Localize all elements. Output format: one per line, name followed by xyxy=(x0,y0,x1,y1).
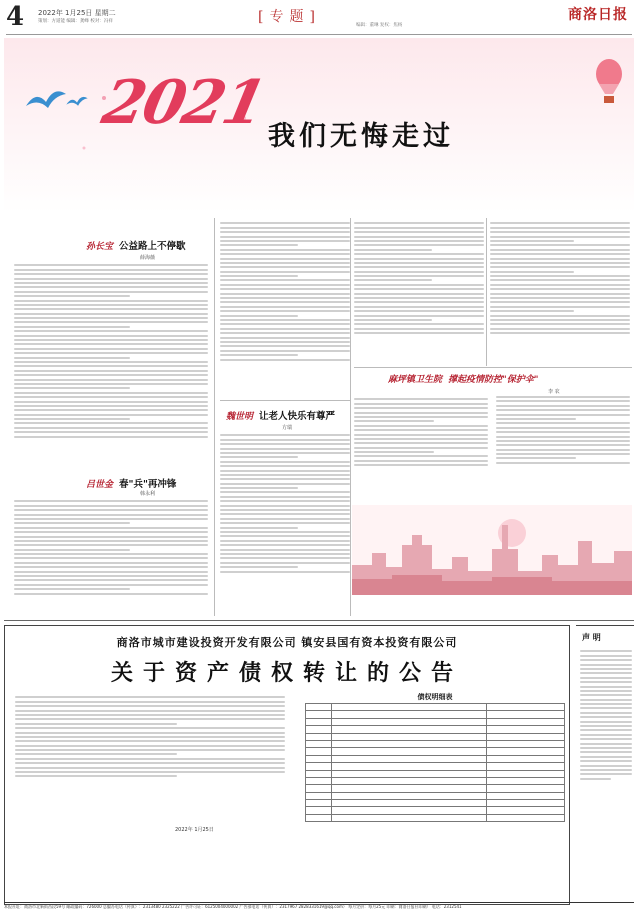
section-divider xyxy=(220,400,350,401)
footer-imprint: 本报社址：商洛市北新街西段59号 邮政编码：726000 总编办电话（传真）：2313480 2325222 广告许可证：6125004000002 广告部电话（传真）：2317967 2828331619@qq.com） 每月定价：每月25元 印刷：商洛日报社印刷厂 电话：2312541 xyxy=(4,904,462,909)
column-divider xyxy=(214,218,215,616)
article-title: 公益路上不停歇 xyxy=(119,241,186,252)
table-row xyxy=(306,740,565,747)
banner-year: 2021 xyxy=(96,68,271,138)
article-heading xyxy=(86,238,186,252)
article-heading xyxy=(388,372,538,385)
table-row xyxy=(306,763,565,770)
table-row xyxy=(306,800,565,807)
table-row xyxy=(306,748,565,755)
article-body xyxy=(14,498,208,616)
masthead-rule xyxy=(6,34,632,35)
article-byline: 韩永利 xyxy=(140,491,156,497)
page-editors-right: 编辑：董琳 复权：焦杨 xyxy=(356,23,403,28)
article-body xyxy=(490,220,630,365)
column-divider xyxy=(486,218,487,366)
article-title: 让老人快乐有尊严 xyxy=(259,411,336,422)
table-title: 债权明细表 xyxy=(417,693,453,701)
table-row xyxy=(306,777,565,784)
column-divider xyxy=(350,218,351,616)
table-row xyxy=(306,718,565,725)
article-body xyxy=(220,220,350,395)
section-divider xyxy=(4,620,634,621)
article-byline: 薛海薇 xyxy=(140,255,156,261)
issue-date: 2022年 1月25日 星期二 xyxy=(38,9,116,17)
table-row xyxy=(306,785,565,792)
city-skyline-illustration xyxy=(352,505,632,595)
article-body xyxy=(354,220,484,365)
article-body xyxy=(354,396,630,501)
article-author: 麻坪镇卫生院 xyxy=(388,375,443,385)
article-body xyxy=(220,432,350,616)
declaration-body xyxy=(580,648,632,782)
article-heading xyxy=(226,408,335,422)
article-author: 孙长宝 xyxy=(86,242,114,252)
declaration-title: 声 明 xyxy=(582,633,601,642)
footer-rule xyxy=(4,902,634,903)
banner-title: 我们无悔走过 xyxy=(268,121,454,152)
table-row xyxy=(306,807,565,814)
table-row xyxy=(306,755,565,762)
page-number: 4 xyxy=(6,2,25,32)
feature-banner xyxy=(4,38,634,213)
declaration-box xyxy=(576,625,634,905)
article-byline: 方瑞 xyxy=(282,425,293,431)
notice-date: 2022年 1月25日 xyxy=(175,827,214,833)
asset-table xyxy=(305,703,565,822)
masthead xyxy=(0,0,638,36)
article-body xyxy=(14,262,208,460)
table-row xyxy=(306,814,565,821)
notice-title: 关于资产债权转让的公告 xyxy=(110,661,463,686)
article-author: 吕世金 xyxy=(86,480,114,490)
article-title: 撑起疫情防控"保护伞" xyxy=(448,375,539,385)
table-row xyxy=(306,770,565,777)
bird-icon xyxy=(26,86,66,116)
page-editors: 策划：方道能 编辑：龚峰 校对：冯祥 xyxy=(38,19,113,24)
table-row xyxy=(306,711,565,718)
section-divider xyxy=(354,367,632,368)
article-byline: 李 农 xyxy=(548,389,560,395)
table-row xyxy=(306,733,565,740)
public-notice xyxy=(4,625,570,905)
notice-body xyxy=(15,694,285,814)
section-title: [专题] xyxy=(258,9,321,25)
article-heading xyxy=(86,476,176,490)
newspaper-logo: 商洛日报 xyxy=(568,7,628,23)
table-row xyxy=(306,792,565,799)
article-title: 春"兵"再冲锋 xyxy=(119,479,177,490)
table-row xyxy=(306,726,565,733)
notice-organizations: 商洛市城市建设投资开发有限公司 镇安县国有资本投资有限公司 xyxy=(116,636,458,649)
table-row xyxy=(306,704,565,711)
article-author: 魏世明 xyxy=(226,412,254,422)
hot-air-balloon-icon xyxy=(594,58,624,112)
